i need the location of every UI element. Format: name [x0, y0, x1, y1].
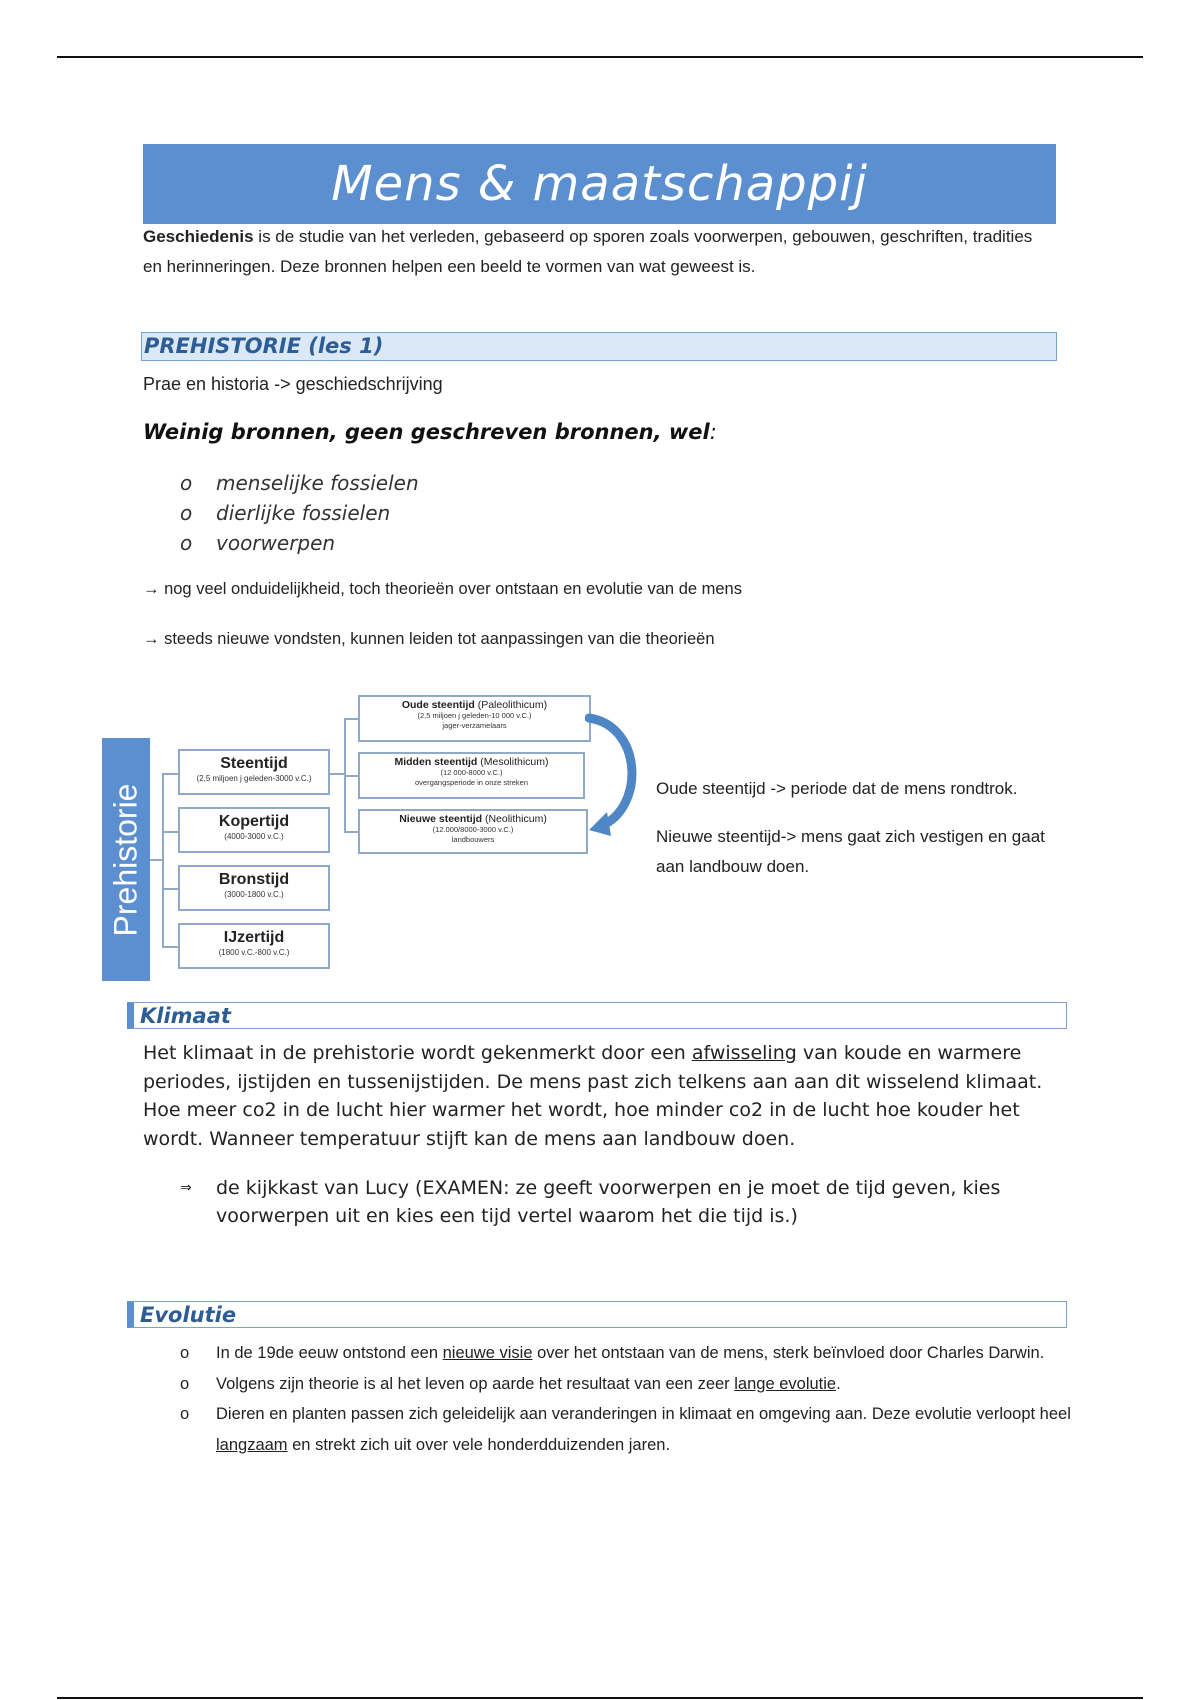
list-item-text: en strekt zich uit over vele honderdduizenden jaren.	[287, 1435, 671, 1454]
connector	[162, 773, 178, 775]
page-title: Mens & maatschappij	[143, 144, 1056, 224]
connector	[150, 859, 162, 861]
section-heading-klimaat: Klimaat	[127, 1002, 1067, 1029]
list-item-text: In de 19de eeuw ontstond een	[216, 1344, 443, 1362]
list-item-text: Volgens zijn theorie is al het leven op aarde het resultaat van een zeer	[216, 1374, 735, 1393]
era-dates: (4000-3000 v.C.)	[224, 832, 284, 841]
stone-age-title	[360, 813, 586, 825]
era-steentijd	[178, 749, 330, 795]
connector	[330, 773, 344, 775]
list-item	[180, 1399, 1080, 1460]
bullet-marker: o	[180, 531, 193, 555]
stone-age-term: (Paleolithicum)	[474, 699, 548, 711]
sources-lead-text: Weinig bronnen, geen geschreven bronnen, wel	[143, 420, 710, 444]
stone-age-desc: jager-verzamelaars	[442, 721, 507, 730]
stone-age-dates: (12 000-8000 v.C.)	[440, 768, 503, 777]
intro-paragraph	[143, 222, 1043, 282]
curved-arrow-icon	[585, 708, 645, 838]
list-item-text: dierlijke fossielen	[216, 501, 391, 525]
stone-age-nieuw	[358, 809, 588, 854]
connector	[344, 718, 358, 720]
section-heading-evolutie: Evolutie	[127, 1301, 1067, 1328]
bottom-rule	[57, 1697, 1143, 1699]
stone-age-term: (Neolithicum)	[482, 813, 547, 825]
stone-age-dates: (12.000/8000-3000 v.C.)	[432, 825, 514, 834]
list-item-text: de kijkkast van Lucy (EXAMEN: ze geeft voorwerpen en je moet de tijd geven, kies voorwerpen uit en kies een tijd vertel waarom het die tijd is.)	[216, 1177, 1001, 1227]
bullet-marker: o	[180, 501, 193, 525]
stone-age-oud	[358, 695, 591, 742]
era-ijzertijd	[178, 923, 330, 969]
intro-term: Geschiedenis	[143, 227, 254, 246]
klimaat-paragraph	[143, 1039, 1063, 1153]
connector	[344, 775, 358, 777]
bullet-marker: o	[180, 1405, 190, 1423]
underlined-term: langzaam	[216, 1435, 288, 1454]
top-rule	[57, 56, 1143, 58]
sources-list	[180, 468, 419, 558]
etymology-line: Prae en historia -> geschiedschrijving	[143, 374, 443, 394]
note-nieuwe-steentijd: Nieuwe steentijd-> mens gaat zich vestigen en gaat aan landbouw doen.	[656, 827, 1045, 876]
connector	[162, 831, 178, 833]
list-item-text: .	[836, 1374, 841, 1393]
connector	[162, 888, 178, 890]
note-oude-steentijd: Oude steentijd -> periode dat de mens rondtrok.	[656, 779, 1018, 798]
underlined-term: nieuwe visie	[442, 1344, 533, 1362]
list-item	[180, 1174, 1060, 1230]
stone-age-title	[360, 699, 589, 711]
note-unclear: → nog veel onduidelijkheid, toch theorieën over ontstaan en evolutie van de mens	[143, 580, 742, 598]
stone-age-desc: landbouwers	[451, 835, 495, 844]
stone-age-title	[360, 756, 583, 768]
evolutie-list	[180, 1338, 1080, 1460]
list-item-text: Dieren en planten passen zich geleidelijk aan veranderingen in klimaat en omgeving aan. Deze evolutie verloopt heel	[216, 1405, 1071, 1423]
era-title: Bronstijd	[218, 871, 290, 888]
list-item	[180, 1369, 1080, 1400]
bullet-marker: o	[180, 471, 193, 495]
list-item	[180, 498, 419, 528]
era-title: Steentijd	[220, 755, 288, 772]
stone-age-name: Nieuwe steentijd	[399, 813, 483, 825]
era-title: Kopertijd	[218, 813, 290, 830]
klimaat-text: Het klimaat in de prehistorie wordt gekenmerkt door een	[143, 1042, 692, 1064]
list-item	[180, 468, 419, 498]
sources-lead-colon: :	[709, 420, 717, 444]
klimaat-underlined: afwisseling	[691, 1042, 797, 1064]
list-item-text: menselijke fossielen	[216, 471, 419, 495]
list-item	[180, 1338, 1080, 1369]
arrow-bullet-icon: ⇒	[180, 1180, 192, 1196]
sources-lead	[143, 420, 717, 444]
list-item-text: voorwerpen	[216, 531, 336, 555]
bullet-marker: o	[180, 1374, 190, 1393]
connector	[162, 946, 178, 948]
stone-age-desc: overgangsperiode in onze streken	[415, 778, 528, 787]
underlined-term: lange evolutie	[734, 1374, 837, 1393]
side-label-text: Prehistorie	[107, 783, 144, 936]
stone-age-dates: (2,5 miljoen j geleden-10 000 v.C.)	[417, 711, 532, 720]
klimaat-text: van koude en warmere periodes, ijstijden en tussenijstijden. De mens past zich telkens aan aan dit wisselend klimaat. Hoe meer co2 in de lucht hier warmer het wordt, hoe minder co2 in de lucht hoe kouder het wordt. Wanneer temperatuur stijft kan de mens aan landbouw doen.	[143, 1042, 1043, 1150]
diagram-side-label	[102, 738, 150, 981]
note-new-finds: → steeds nieuwe vondsten, kunnen leiden tot aanpassingen van die theorieën	[143, 630, 715, 648]
stone-age-name: Oude steentijd	[401, 699, 475, 711]
era-title: IJzertijd	[223, 929, 285, 946]
stone-age-midden	[358, 752, 585, 799]
section-heading-prehistorie: PREHISTORIE (les 1)	[141, 332, 1057, 361]
connector	[344, 831, 358, 833]
intro-text: is de studie van het verleden, gebaseerd op sporen zoals voorwerpen, gebouwen, geschriften, tradities en herinneringen. Deze bronnen helpen een beeld te vormen van wat geweest is.	[143, 227, 1033, 276]
stone-age-name: Midden steentijd	[394, 756, 478, 768]
era-kopertijd	[178, 807, 330, 853]
connector	[162, 773, 164, 947]
era-dates: (2,5 miljoen j geleden-3000 v.C.)	[196, 774, 312, 783]
era-dates: (3000-1800 v.C.)	[224, 890, 284, 899]
bullet-marker: o	[180, 1344, 190, 1362]
stone-age-term: (Mesolithicum)	[477, 756, 549, 768]
era-bronstijd	[178, 865, 330, 911]
era-dates: (1800 v.C.-800 v.C.)	[218, 948, 290, 957]
list-item	[180, 528, 419, 558]
klimaat-list	[180, 1174, 1060, 1230]
list-item-text: over het ontstaan van de mens, sterk beïnvloed door Charles Darwin.	[532, 1344, 1045, 1362]
